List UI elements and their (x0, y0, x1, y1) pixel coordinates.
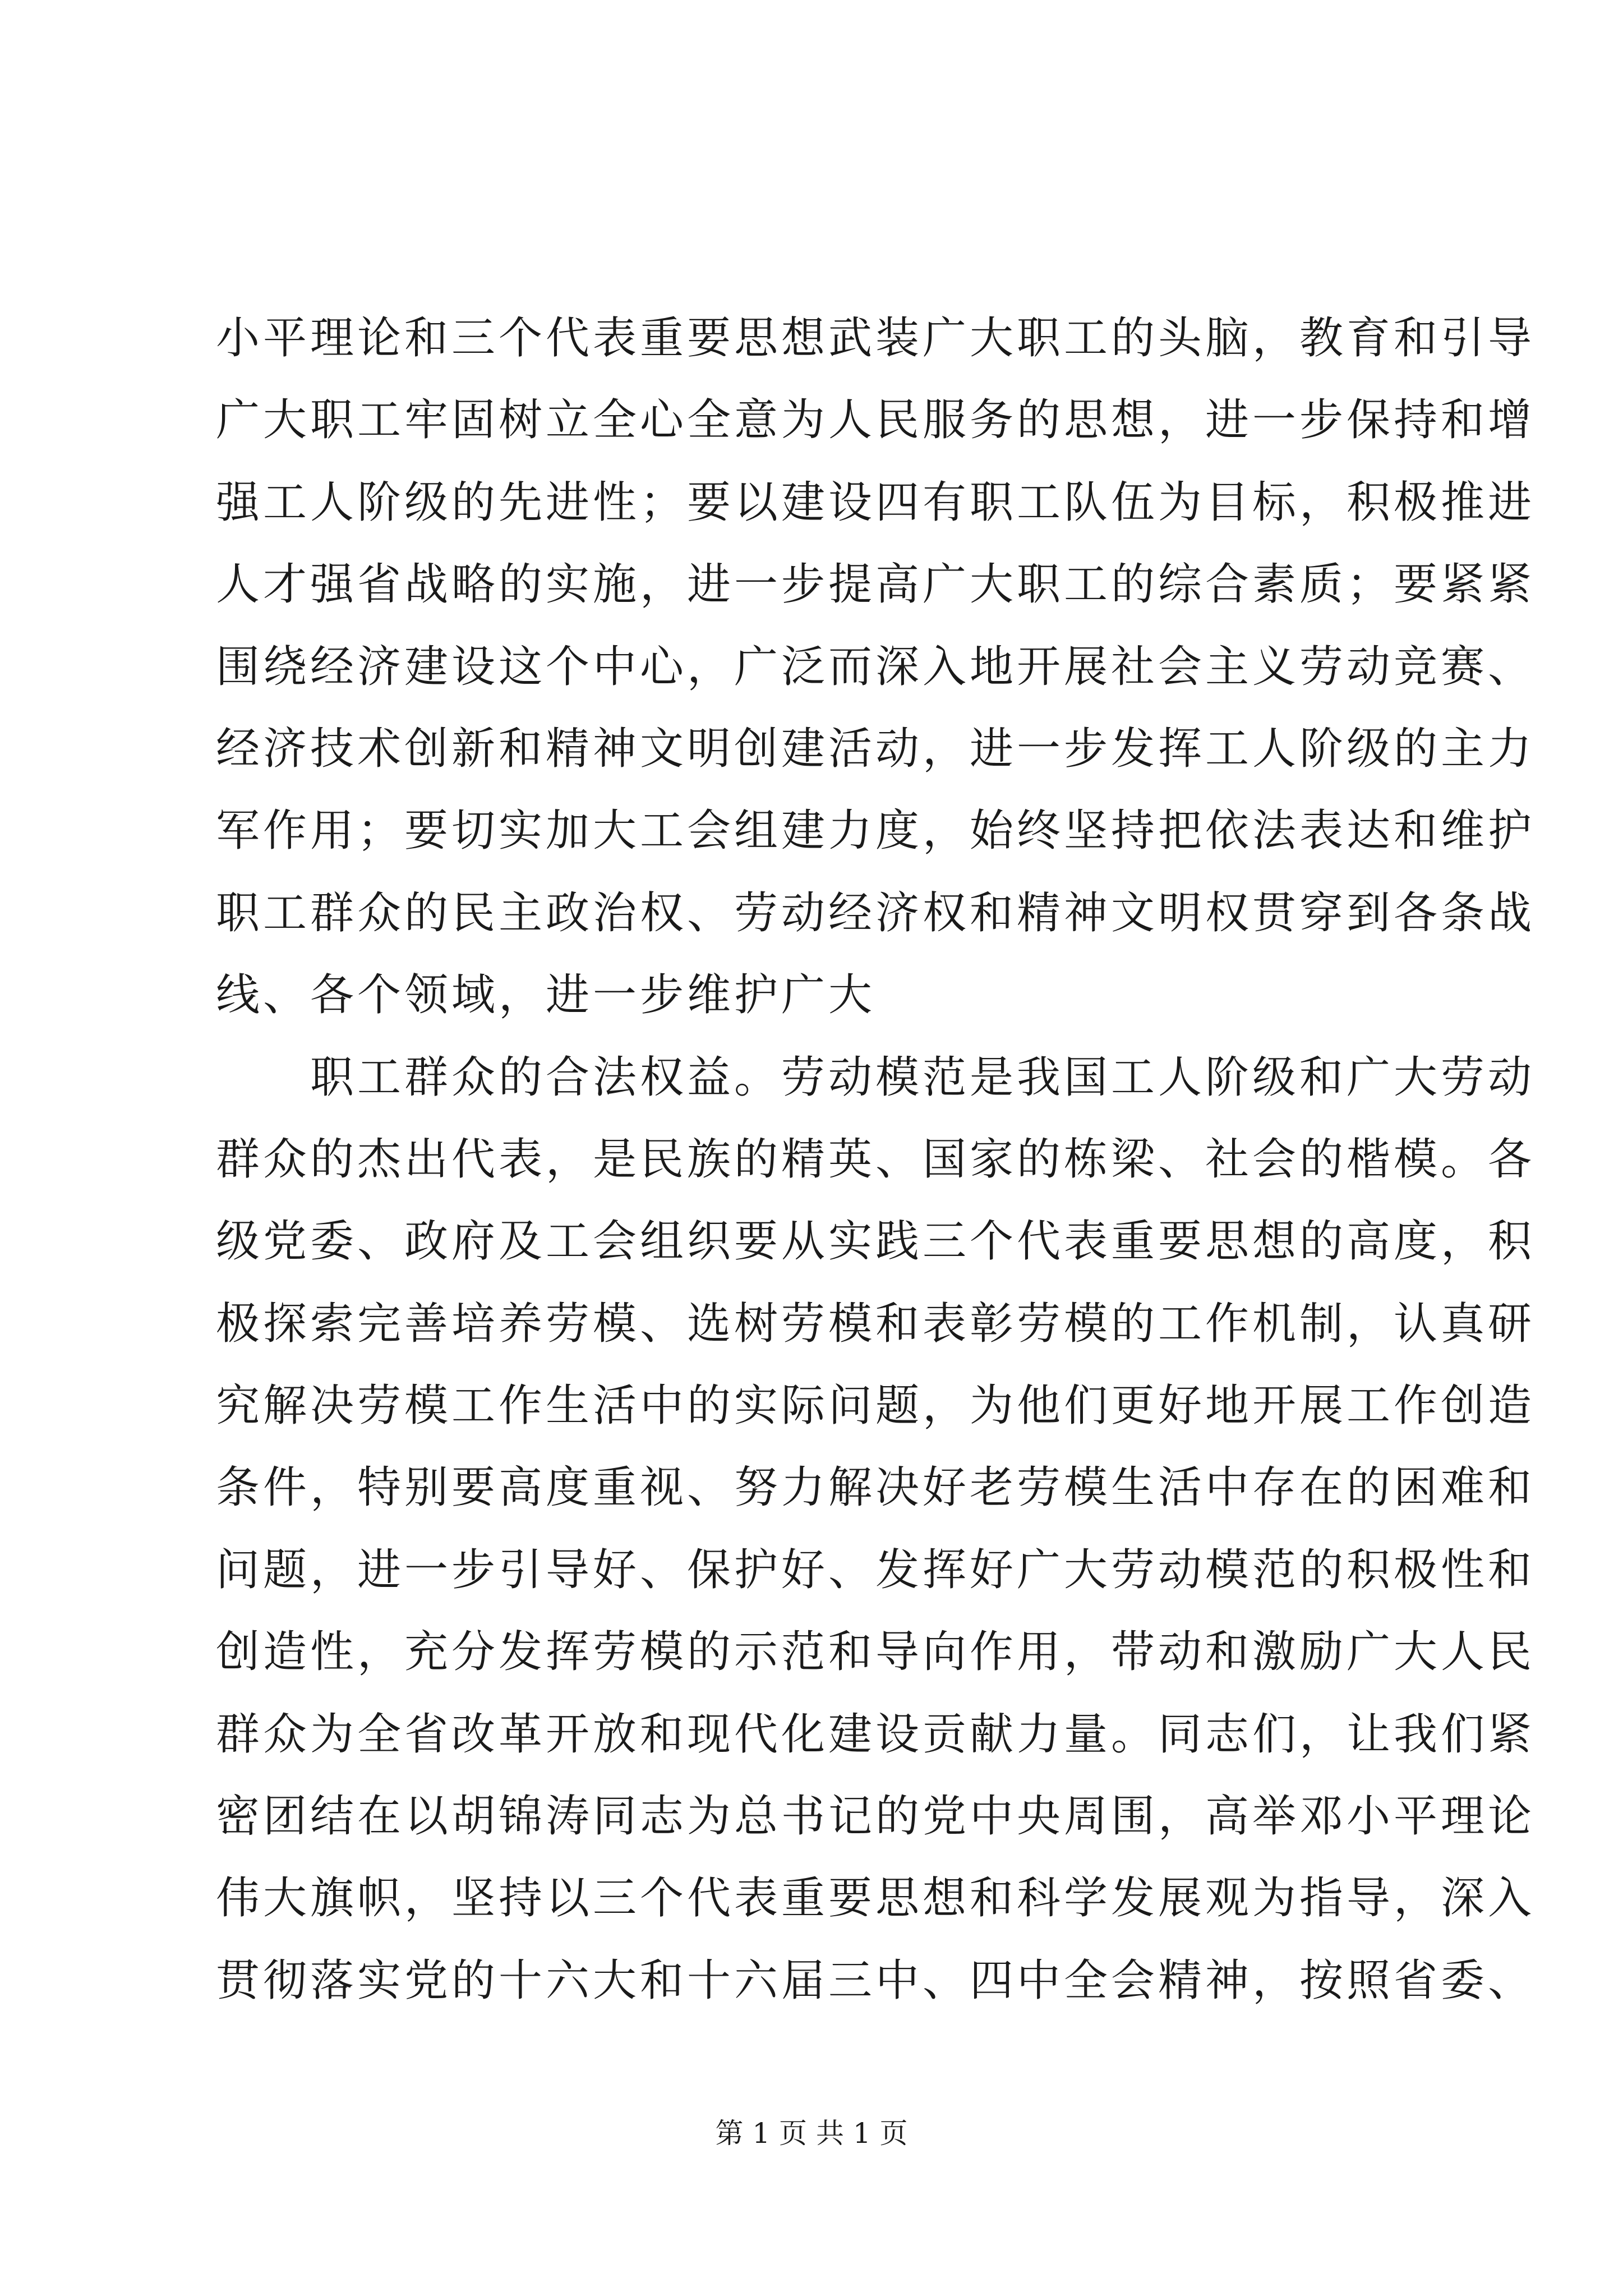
text-line: 伟大旗帜，坚持以三个代表重要思想和科学发展观为指导，深入 (216, 1873, 1536, 1924)
text-line: 创造性，充分发挥劳模的示范和导向作用，带动和激励广大人民 (216, 1627, 1536, 1678)
text-line: 问题，进一步引导好、保护好、发挥好广大劳动模范的积极性和 (216, 1544, 1536, 1595)
text-line: 职工群众的民主政治权、劳动经济权和精神文明权贯穿到各条战 (216, 887, 1536, 938)
text-line: 小平理论和三个代表重要思想武装广大职工的头脑，教育和引导 (216, 313, 1536, 364)
body-text (216, 297, 1536, 2022)
text-line: 究解决劳模工作生活中的实际问题，为他们更好地开展工作创造 (216, 1381, 1536, 1432)
text-line: 群众的杰出代表，是民族的精英、国家的栋梁、社会的楷模。各 (216, 1134, 1536, 1185)
text-line: 强工人阶级的先进性；要以建设四有职工队伍为目标，积极推进 (216, 477, 1536, 528)
text-line: 贯彻落实党的十六大和十六届三中、四中全会精神，按照省委、 (216, 1955, 1536, 2006)
text-line: 职工群众的合法权益。劳动模范是我国工人阶级和广大劳动 (310, 1052, 1536, 1103)
text-line: 极探索完善培养劳模、选树劳模和表彰劳模的工作机制，认真研 (216, 1298, 1536, 1349)
text-line: 人才强省战略的实施，进一步提高广大职工的综合素质；要紧紧 (216, 559, 1536, 610)
text-line: 条件，特别要高度重视、努力解决好老劳模生活中存在的困难和 (216, 1462, 1536, 1513)
text-line: 级党委、政府及工会组织要从实践三个代表重要思想的高度，积 (216, 1216, 1536, 1267)
text-line: 经济技术创新和精神文明创建活动，进一步发挥工人阶级的主力 (216, 723, 1536, 774)
text-line: 密团结在以胡锦涛同志为总书记的党中央周围，高举邓小平理论 (216, 1791, 1536, 1842)
text-line: 线、各个领域，进一步维护广大 (216, 970, 876, 1021)
text-line: 军作用；要切实加大工会组建力度，始终坚持把依法表达和维护 (216, 806, 1536, 857)
text-line: 围绕经济建设这个中心，广泛而深入地开展社会主义劳动竞赛、 (216, 641, 1536, 692)
text-line: 群众为全省改革开放和现代化建设贡献力量。同志们，让我们紧 (216, 1709, 1536, 1760)
page-footer: 第 1 页 共 1 页 (715, 2117, 908, 2150)
text-line: 广大职工牢固树立全心全意为人民服务的思想，进一步保持和增 (216, 395, 1536, 446)
